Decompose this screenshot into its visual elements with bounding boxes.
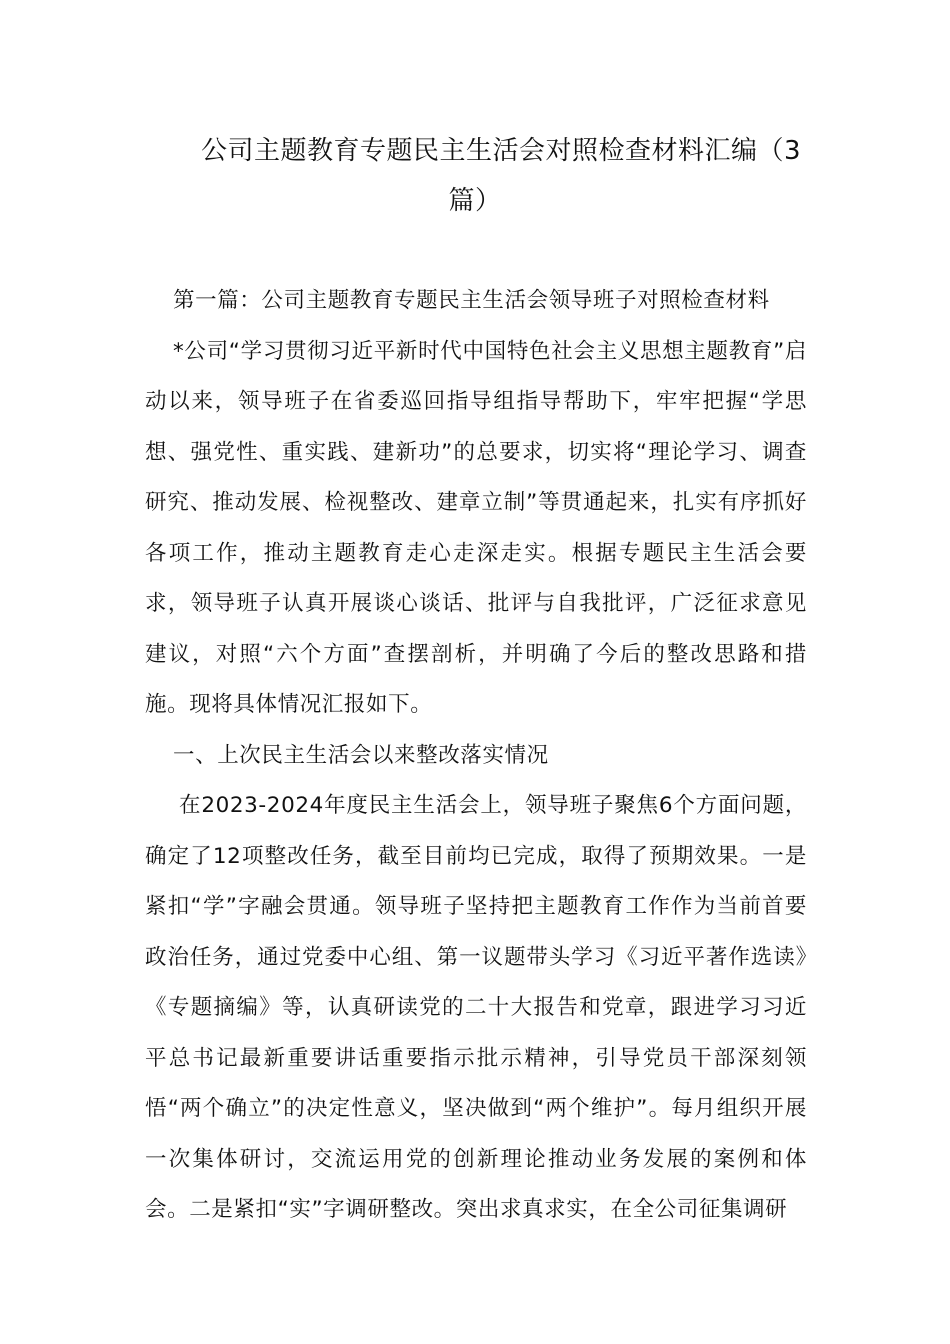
section-heading: 一、上次民主生活会以来整改落实情况 bbox=[173, 742, 549, 768]
document-title: 公司主题教育专题民主生活会对照检查材料汇编（3篇） bbox=[200, 136, 802, 216]
section-paragraph: 在2023-2024年度民主生活会上，领导班子聚焦6个方面问题，确定了12项整改任务，截至目前均已完成，取得了预期效果。一是紧扣“学”字融会贯通。领导班子坚持把主题教育工作作为当前首要政治任务，通过党委中心组、第一议题带头学习《习近平著作选读》《专题摘编》等，认真研读党的二十大报告和党章，跟进学习习近平总书记最新重要讲话重要指示批示精神，引导党员干部深刻领悟“两个确立”的决定性意义，坚决做到“两个维护”。每月组织开展一次集体研讨，交流运用党的创新理论推动业务发展的案例和体会。二是紧扣“实”字调研整改。突出求真求实，在全公司征集调研 bbox=[145, 793, 807, 1222]
document-body bbox=[145, 276, 807, 1236]
part-heading: 第一篇：公司主题教育专题民主生活会领导班子对照检查材料 bbox=[173, 288, 770, 313]
intro-paragraph: *公司“学习贯彻习近平新时代中国特色社会主义思想主题教育”启动以来，领导班子在省委巡回指导组指导帮助下，牢牢把握“学思想、强党性、重实践、建新功”的总要求，切实将“理论学习、调查研究、推动发展、检视整改、建章立制”等贯通起来，扎实有序抓好各项工作，推动主题教育走心走深走实。根据专题民主生活会要求，领导班子认真开展谈心谈话、批评与自我批评，广泛征求意见建议，对照“六个方面”查摆剖析，并明确了今后的整改思路和措施。现将具体情况汇报如下。 bbox=[145, 338, 807, 717]
